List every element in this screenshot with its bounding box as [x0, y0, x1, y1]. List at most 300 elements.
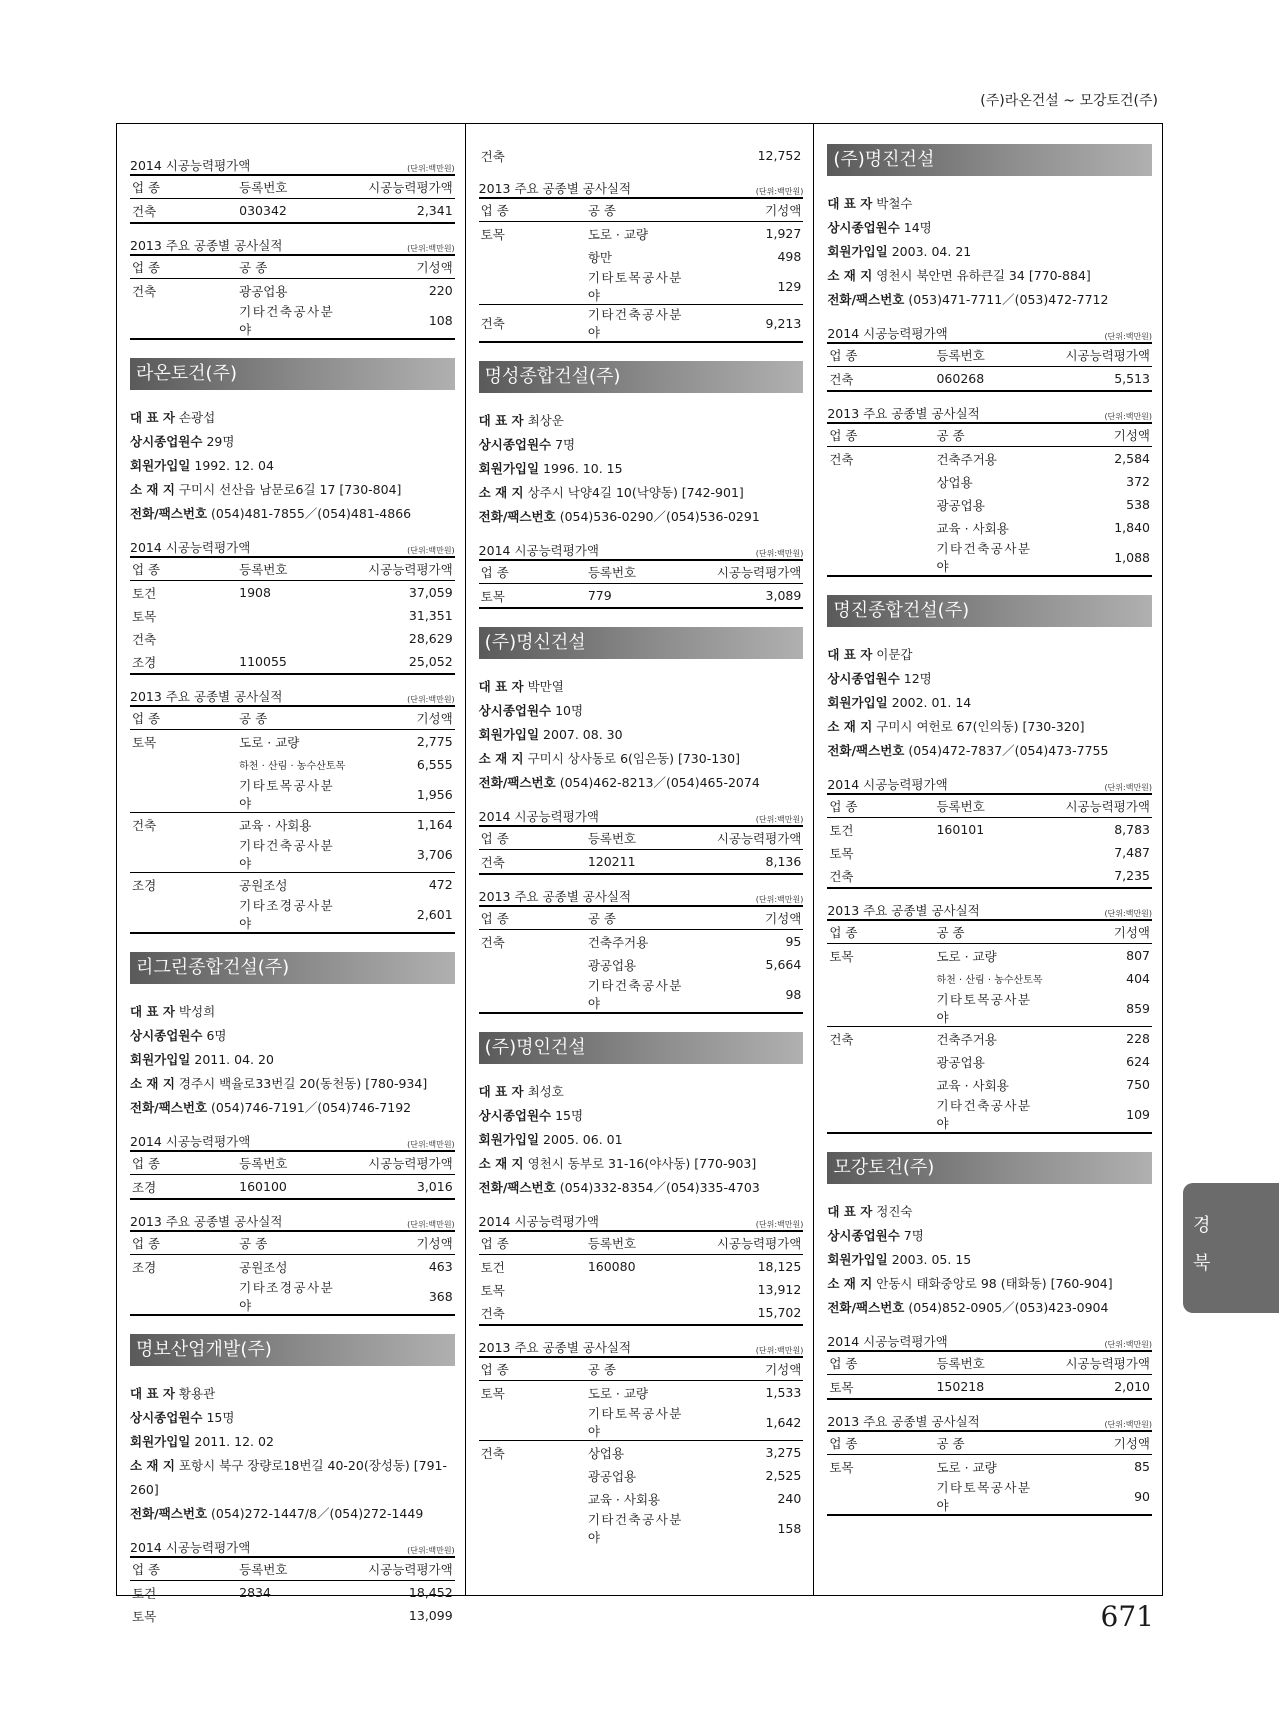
- joined-date-label: 회원가입일: [478, 1132, 540, 1147]
- table-row: [479, 1301, 804, 1325]
- ceo: [827, 192, 1152, 216]
- table-cell: 건축: [829, 371, 854, 387]
- table-cell: 5,513: [1114, 371, 1151, 386]
- employees: [479, 699, 804, 723]
- table-cell: 150218: [936, 1379, 985, 1394]
- table-cell: 110055: [239, 654, 287, 669]
- table-cell: 1908: [239, 585, 271, 600]
- joined-date-label: 회원가입일: [130, 1434, 191, 1449]
- table-header-row: [827, 343, 1152, 367]
- ceo-label: 대 표 자: [827, 196, 873, 211]
- table-header-row: [479, 1231, 804, 1255]
- address-value: 경주시 백율로33번길 20(동천동) [780-934]: [178, 1076, 428, 1091]
- column-header: 업 종: [130, 557, 237, 581]
- section-title: [130, 154, 455, 174]
- table-header-row: [130, 1151, 455, 1175]
- section-title: [827, 402, 1152, 422]
- table-cell: [827, 1478, 934, 1515]
- column-header: 업 종: [130, 1557, 237, 1581]
- column-header: 기성액: [1045, 423, 1152, 447]
- capability-table: [479, 144, 804, 167]
- table-row: [479, 976, 804, 1013]
- column-header: 업 종: [479, 1231, 586, 1255]
- column-header: 기성액: [1045, 920, 1152, 944]
- unit-label: (단위:백만원): [755, 815, 804, 824]
- column-header: 기성액: [696, 1357, 803, 1381]
- section-title: [130, 1130, 455, 1150]
- address-label: 소 재 지: [130, 1076, 175, 1091]
- table-row: [827, 539, 1152, 576]
- column-header: 등록번호: [237, 557, 347, 581]
- table-cell: 건축: [480, 148, 505, 164]
- table-header-row: [130, 175, 455, 199]
- company-name: (주)명인건설: [479, 1032, 804, 1064]
- table-cell: 498: [777, 249, 802, 264]
- section-title: [130, 1210, 455, 1230]
- table-cell: [130, 1278, 237, 1315]
- table-row: [479, 222, 804, 246]
- table-cell: 건축주거용: [934, 1027, 1044, 1051]
- column-header: 공 종: [237, 255, 347, 279]
- table-cell: 토건: [480, 1259, 505, 1275]
- table-cell: 도로 · 교량: [587, 226, 649, 242]
- table-cell: 108: [428, 312, 453, 328]
- table-cell: 토목: [132, 608, 157, 624]
- table-cell: 807: [1126, 948, 1151, 963]
- section-title-text: 2013 주요 공종별 공사실적: [130, 689, 283, 704]
- table-cell: 2,010: [1114, 1379, 1151, 1394]
- table-cell: [479, 1510, 586, 1546]
- table-cell: [479, 1487, 586, 1510]
- company-name: 리그린종합건설(주): [130, 952, 455, 984]
- unit-label: (단위:백만원): [755, 549, 804, 558]
- phone-value: (054)272-1447/8／(054)272-1449: [211, 1506, 424, 1521]
- table-row: [479, 1487, 804, 1510]
- table-row: [130, 836, 455, 873]
- column-header: 공 종: [586, 906, 696, 930]
- table-row: [827, 1478, 1152, 1515]
- table-cell: [827, 1096, 934, 1133]
- table-cell: 463: [428, 1259, 453, 1274]
- table-cell: 건축: [480, 1305, 505, 1321]
- table-row: [827, 367, 1152, 392]
- joined-date-value: 1992. 12. 04: [194, 458, 274, 473]
- performance-table: [827, 1430, 1152, 1516]
- region-tab[interactable]: [1183, 1183, 1279, 1313]
- column-header: 등록번호: [586, 560, 696, 584]
- ceo-label: 대 표 자: [130, 410, 175, 425]
- joined-date: [827, 1248, 1152, 1272]
- table-cell: 160080: [587, 1259, 636, 1274]
- unit-label: (단위:백만원): [1104, 909, 1153, 918]
- employees-value: 15명: [555, 1108, 584, 1123]
- column-1: [117, 124, 465, 1624]
- address-value: 영천시 북안면 유하큰길 34 [770-884]: [876, 268, 1091, 283]
- directory-frame: [116, 123, 1163, 1624]
- table-cell: 624: [1126, 1054, 1151, 1069]
- table-cell: 기타토목공사분야: [239, 778, 335, 811]
- table-cell: 7,235: [1114, 868, 1151, 883]
- company-info: [479, 1080, 804, 1200]
- employees: [827, 667, 1152, 691]
- section-title: [827, 1330, 1152, 1350]
- column-header: 업 종: [479, 826, 586, 850]
- table-cell: [130, 776, 237, 813]
- table-row: [130, 896, 455, 933]
- table-cell: [479, 953, 586, 976]
- address-value: 구미시 여헌로 67(인의동) [730-320]: [876, 719, 1085, 734]
- table-cell: [586, 1301, 696, 1325]
- column-header: 공 종: [934, 920, 1044, 944]
- table-cell: 항만: [587, 249, 612, 265]
- ceo-value: 정진숙: [876, 1204, 913, 1219]
- address-value: 안동시 태화중앙로 98 (태화동) [760-904]: [876, 1276, 1113, 1291]
- table-row: [130, 873, 455, 897]
- table-cell: [827, 470, 934, 493]
- table-cell: 조경: [132, 654, 157, 670]
- company-entry: [130, 358, 455, 934]
- performance-table: [130, 705, 455, 934]
- phone-value: (054)852-0905／(053)423-0904: [908, 1300, 1109, 1315]
- phone: [130, 1502, 455, 1526]
- table-cell: [237, 604, 347, 627]
- table-cell: 건축: [480, 934, 505, 950]
- unit-label: (단위:백만원): [407, 244, 455, 253]
- ceo-value: 박성희: [178, 1004, 216, 1019]
- column-header: 등록번호: [237, 1557, 347, 1581]
- table-cell: 1,164: [348, 813, 455, 837]
- address-label: 소 재 지: [130, 1458, 175, 1473]
- column-header: 시공능력평가액: [696, 826, 803, 850]
- table-cell: 158: [777, 1520, 802, 1536]
- table-cell: 건축: [479, 305, 586, 343]
- table-cell: 건축: [827, 1027, 934, 1051]
- table-cell: 95: [785, 934, 802, 949]
- table-cell: 8,783: [1114, 822, 1151, 837]
- table-cell: [479, 268, 586, 305]
- capability-table: [130, 556, 455, 675]
- table-row: [479, 930, 804, 954]
- section-title: [130, 234, 455, 254]
- table-cell: 광공업용: [936, 497, 985, 513]
- employees-label: 상시종업원수: [827, 671, 900, 686]
- table-cell: 1,840: [1114, 520, 1151, 535]
- joined-date-value: 2002. 01. 14: [891, 695, 972, 710]
- table-cell: 기타토목공사분야: [587, 270, 683, 303]
- company-name: 명보산업개발(주): [130, 1334, 455, 1366]
- table-cell: 109: [1126, 1106, 1151, 1122]
- performance-table: [130, 1230, 455, 1316]
- table-cell: 토목: [132, 734, 157, 750]
- table-cell: 12,752: [757, 148, 802, 163]
- joined-date-label: 회원가입일: [827, 244, 888, 259]
- column-header: 시공능력평가액: [1045, 343, 1152, 367]
- table-cell: 120211: [587, 854, 636, 869]
- joined-date: [479, 723, 804, 747]
- employees-value: 6명: [206, 1028, 227, 1043]
- page-number: 671: [1100, 1600, 1154, 1633]
- table-row: [479, 850, 804, 875]
- table-cell: 교육 · 사회용: [237, 813, 347, 837]
- company-info: [130, 1000, 455, 1120]
- table-cell: 도로 · 교량: [239, 734, 300, 750]
- column-header: 공 종: [586, 198, 696, 222]
- section-title-text: 2014 시공능력평가액: [478, 543, 599, 558]
- table-header-row: [479, 198, 804, 222]
- column-header: 등록번호: [934, 794, 1044, 818]
- table-row: [130, 199, 455, 224]
- table-row: [130, 753, 455, 776]
- table-cell: [130, 302, 237, 339]
- phone: [827, 1296, 1152, 1320]
- column-header: 업 종: [130, 1151, 237, 1175]
- table-cell: 85: [1134, 1459, 1151, 1474]
- unit-label: (단위:백만원): [1104, 332, 1153, 341]
- address-value: 영천시 동부로 31-16(야사동) [770-903]: [527, 1156, 757, 1171]
- joined-date-label: 회원가입일: [827, 1252, 888, 1267]
- column-header: 업 종: [827, 1351, 934, 1375]
- performance-table: [479, 1356, 804, 1546]
- unit-label: (단위:백만원): [407, 1140, 455, 1149]
- table-cell: 060268: [936, 371, 985, 386]
- table-header-row: [479, 826, 804, 850]
- performance-table: [827, 919, 1152, 1134]
- table-cell: 3,016: [416, 1179, 453, 1194]
- table-cell: 건축: [480, 854, 505, 870]
- table-row: [130, 604, 455, 627]
- column-header: 업 종: [479, 198, 586, 222]
- section-title-text: 2014 시공능력평가액: [827, 1334, 948, 1349]
- continuation-entry: [130, 154, 455, 340]
- phone-label: 전화/팩스번호: [827, 1300, 905, 1315]
- table-cell: [130, 896, 237, 933]
- phone-value: (054)332-8354／(054)335-4703: [559, 1180, 760, 1195]
- address: [130, 478, 455, 502]
- column-header: 업 종: [827, 920, 934, 944]
- company-info: [130, 1382, 455, 1526]
- table-row: [479, 584, 804, 609]
- table-cell: [237, 1604, 347, 1627]
- column-header: 기성액: [348, 706, 455, 730]
- table-cell: 도로 · 교량: [936, 948, 997, 964]
- table-cell: 토목: [480, 1385, 505, 1401]
- table-row: [130, 1581, 455, 1605]
- section-title: [479, 805, 804, 825]
- capability-table: [827, 793, 1152, 889]
- table-cell: 교육 · 사회용: [936, 1077, 1009, 1093]
- company-name: 모강토건(주): [827, 1152, 1152, 1184]
- table-cell: 2,584: [1114, 451, 1151, 466]
- column-header: 업 종: [130, 1231, 237, 1255]
- address-value: 포항시 북구 장량로18번길 40-20(장성동) [791-260]: [130, 1458, 448, 1497]
- column-header: 시공능력평가액: [696, 560, 803, 584]
- table-cell: 하천 · 산림 · 농수산토목: [239, 761, 346, 772]
- capability-table: [479, 1230, 804, 1326]
- phone: [827, 739, 1152, 763]
- table-header-row: [827, 1431, 1152, 1455]
- joined-date-value: 2011. 04. 20: [194, 1052, 274, 1067]
- ceo-label: 대 표 자: [478, 679, 524, 694]
- table-row: [130, 302, 455, 339]
- address-label: 소 재 지: [130, 482, 175, 497]
- unit-label: (단위:백만원): [1104, 1340, 1153, 1349]
- table-row: [827, 1050, 1152, 1073]
- table-cell: 3,275: [696, 1441, 803, 1465]
- continuation-entry: [479, 144, 804, 343]
- company-entry: [479, 627, 804, 1014]
- table-cell: 건축: [829, 868, 854, 884]
- column-header: 업 종: [827, 1431, 934, 1455]
- address: [130, 1454, 455, 1502]
- phone-label: 전화/팩스번호: [478, 1180, 556, 1195]
- table-cell: 1,927: [765, 226, 802, 241]
- table-header-row: [479, 906, 804, 930]
- capability-table: [130, 174, 455, 224]
- table-header-row: [479, 1357, 804, 1381]
- column-header: 기성액: [348, 255, 455, 279]
- table-cell: 상업용: [586, 1441, 696, 1465]
- employees: [827, 1224, 1152, 1248]
- unit-label: (단위:백만원): [1104, 783, 1153, 792]
- table-cell: 7,487: [1114, 845, 1151, 860]
- table-cell: 240: [777, 1491, 802, 1506]
- ceo-value: 손광섭: [178, 410, 216, 425]
- address-label: 소 재 지: [827, 1276, 873, 1291]
- section-title-text: 2014 시공능력평가액: [130, 1134, 251, 1149]
- column-header: 시공능력평가액: [348, 1557, 455, 1581]
- table-row: [827, 447, 1152, 471]
- section-title-text: 2014 시공능력평가액: [130, 540, 251, 555]
- phone: [479, 1176, 804, 1200]
- company-info: [130, 406, 455, 526]
- table-cell: [479, 1464, 586, 1487]
- table-cell: 상업용: [936, 474, 973, 490]
- table-cell: 8,136: [765, 854, 802, 869]
- table-cell: [827, 516, 934, 539]
- phone-label: 전화/팩스번호: [478, 509, 556, 524]
- ceo-label: 대 표 자: [478, 413, 524, 428]
- column-2: [465, 124, 814, 1595]
- section-title-text: 2014 시공능력평가액: [478, 809, 599, 824]
- table-row: [130, 813, 455, 837]
- section-title: [130, 536, 455, 556]
- ceo-label: 대 표 자: [130, 1004, 175, 1019]
- ceo-label: 대 표 자: [827, 1204, 873, 1219]
- employees-label: 상시종업원수: [130, 434, 203, 449]
- table-cell: 기타토목공사분야: [587, 1406, 683, 1439]
- phone-label: 전화/팩스번호: [827, 292, 905, 307]
- table-cell: 광공업용: [239, 283, 288, 299]
- joined-date: [130, 454, 455, 478]
- joined-date: [130, 1430, 455, 1454]
- table-cell: 368: [428, 1288, 453, 1304]
- ceo-value: 이문갑: [876, 647, 913, 662]
- phone-label: 전화/팩스번호: [130, 1100, 208, 1115]
- column-header: 시공능력평가액: [1045, 794, 1152, 818]
- table-cell: 18,125: [757, 1259, 802, 1274]
- column-header: 등록번호: [586, 1231, 696, 1255]
- ceo: [827, 643, 1152, 667]
- table-row: [827, 944, 1152, 968]
- table-cell: 2,775: [416, 734, 453, 749]
- table-cell: 5,664: [765, 957, 802, 972]
- company-name: 명성종합건설(주): [479, 361, 804, 393]
- section-title-text: 2013 주요 공종별 공사실적: [478, 1340, 632, 1355]
- table-cell: 1,642: [765, 1414, 802, 1430]
- table-cell: 건축주거용: [936, 451, 997, 467]
- unit-label: (단위:백만원): [1104, 412, 1153, 421]
- unit-label: (단위:백만원): [755, 187, 804, 196]
- table-cell: [827, 1050, 934, 1073]
- table-row: [130, 1255, 455, 1279]
- table-cell: 129: [777, 278, 802, 294]
- column-header: 기성액: [348, 1231, 455, 1255]
- section-title-text: 2014 시공능력평가액: [827, 777, 948, 792]
- joined-date-value: 2007. 08. 30: [543, 727, 623, 742]
- company-info: [827, 192, 1152, 312]
- address: [827, 715, 1152, 739]
- joined-date-label: 회원가입일: [478, 461, 540, 476]
- column-header: 등록번호: [586, 826, 696, 850]
- table-cell: 538: [1126, 497, 1151, 512]
- section-title-text: 2014 시공능력평가액: [130, 1540, 251, 1555]
- ceo-value: 최성호: [527, 1084, 564, 1099]
- table-cell: 13,912: [757, 1282, 802, 1297]
- column-header: 등록번호: [934, 343, 1044, 367]
- table-cell: 2,341: [416, 203, 453, 218]
- employees-value: 7명: [555, 437, 576, 452]
- table-cell: [827, 990, 934, 1027]
- company-name: (주)명신건설: [479, 627, 804, 659]
- section-title-text: 2014 시공능력평가액: [130, 158, 251, 173]
- ceo-value: 박만열: [527, 679, 564, 694]
- unit-label: (단위:백만원): [407, 164, 455, 173]
- address-value: 상주시 낙양4길 10(낙양동) [742-901]: [527, 485, 744, 500]
- table-cell: 1,533: [765, 1385, 802, 1400]
- section-title: [827, 773, 1152, 793]
- phone: [130, 1096, 455, 1120]
- table-cell: [827, 539, 934, 576]
- table-cell: 25,052: [408, 654, 453, 669]
- table-cell: 160100: [239, 1179, 287, 1194]
- table-cell: 광공업용: [936, 1054, 985, 1070]
- phone: [827, 288, 1152, 312]
- column-header: 공 종: [237, 706, 347, 730]
- company-entry: [827, 595, 1152, 1134]
- phone-value: (054)472-7837／(054)473-7755: [908, 743, 1109, 758]
- joined-date: [827, 691, 1152, 715]
- table-row: [479, 1278, 804, 1301]
- column-header: 공 종: [237, 1231, 347, 1255]
- table-cell: [586, 144, 696, 167]
- column-header: 등록번호: [237, 1151, 347, 1175]
- employees-label: 상시종업원수: [478, 1108, 552, 1123]
- table-cell: 기타건축공사분야: [936, 1098, 1032, 1131]
- section-title-text: 2013 주요 공종별 공사실적: [827, 1414, 980, 1429]
- capability-table: [479, 825, 804, 875]
- section-title: [479, 539, 804, 559]
- section-title: [479, 885, 804, 905]
- table-row: [130, 279, 455, 303]
- table-cell: 28,629: [408, 631, 453, 646]
- column-header: 기성액: [696, 906, 803, 930]
- table-header-row: [130, 255, 455, 279]
- column-header: 업 종: [130, 706, 237, 730]
- table-cell: 13,099: [408, 1608, 453, 1623]
- table-cell: [130, 753, 237, 776]
- company-name: 명진종합건설(주): [827, 595, 1152, 627]
- employees-label: 상시종업원수: [827, 220, 900, 235]
